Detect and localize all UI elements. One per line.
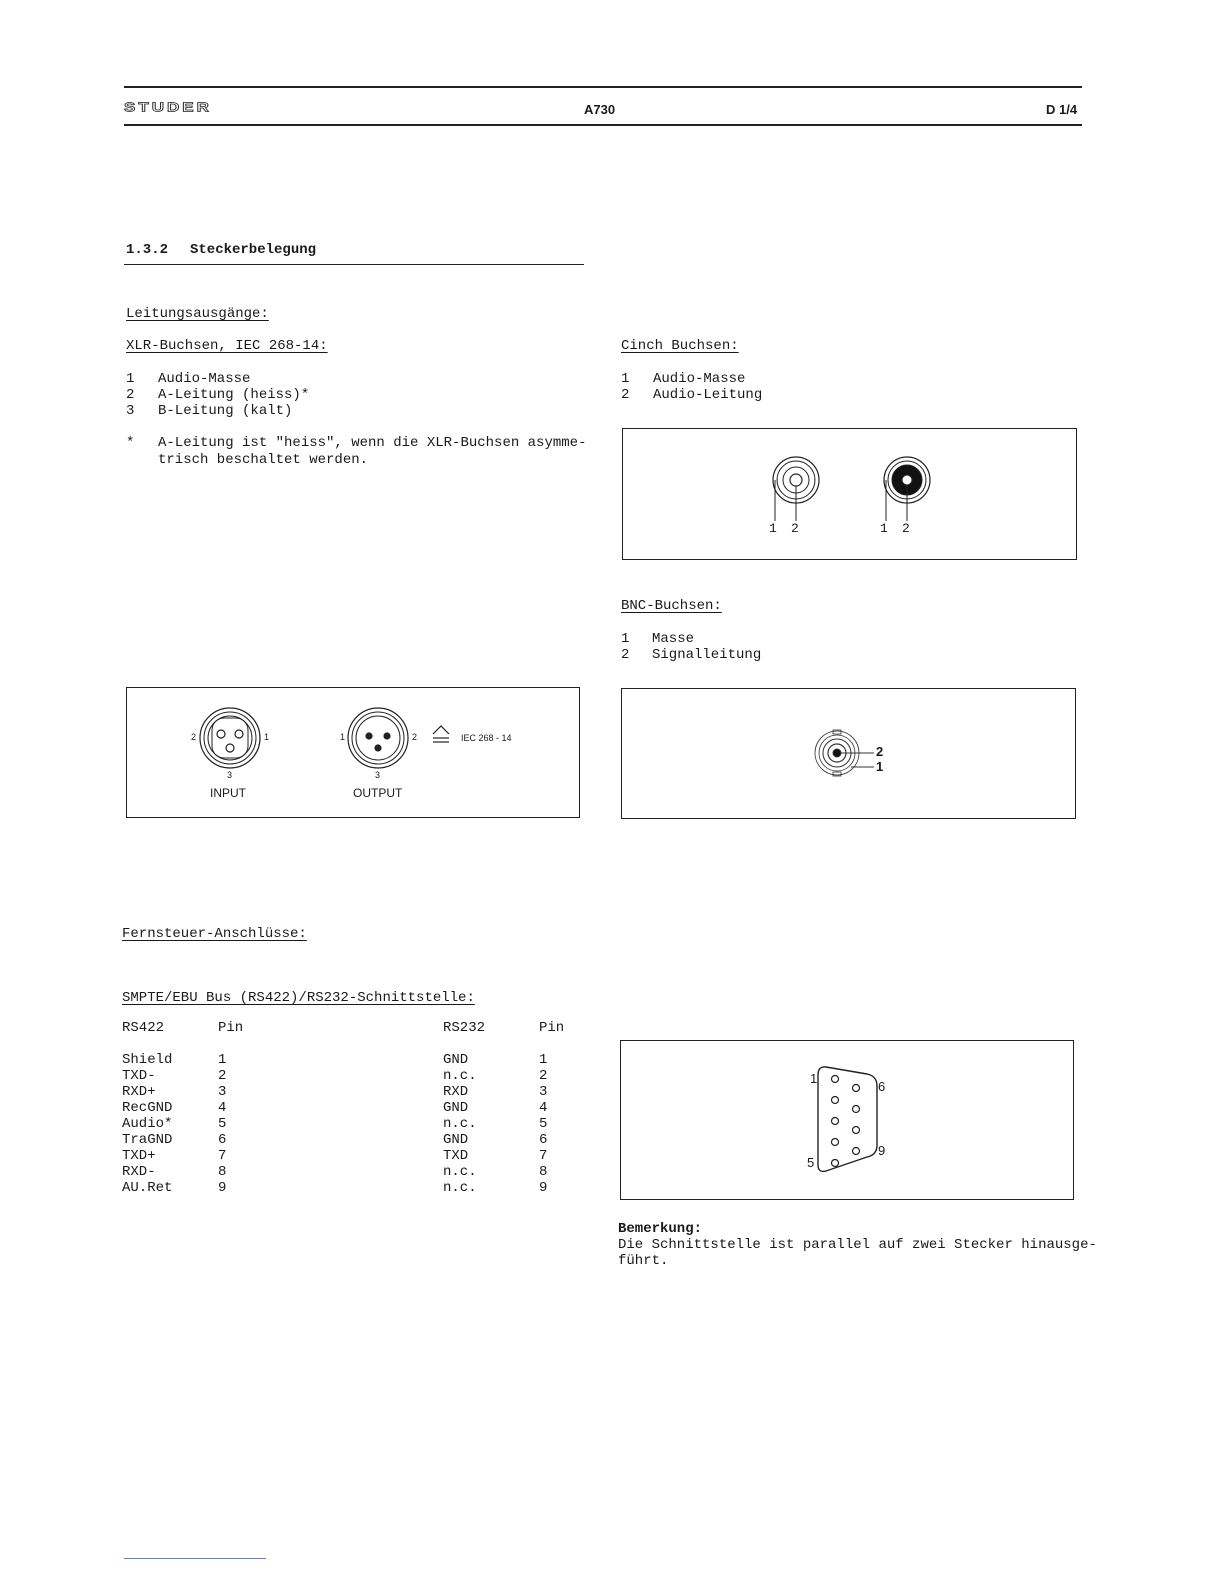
cinch-pin2-a: 2 [791,521,799,536]
table-cell: TraGND [122,1132,173,1148]
xlr-in-pin-bottom: 3 [227,770,233,780]
table-cell: 9 [539,1180,548,1196]
list-item: Audio-Masse [653,371,746,387]
table-cell: GND [443,1052,469,1068]
table-cell: 7 [539,1148,548,1164]
table-cell: TXD- [122,1068,156,1084]
xlr-diagram [126,687,580,818]
list-item: 1 [621,631,630,647]
xlr-output-label: OUTPUT [353,786,403,800]
cinch-connector-dark [884,457,930,521]
table-cell: Audio* [122,1116,173,1132]
xlr-heading: XLR-Buchsen, IEC 268-14: [126,338,328,354]
table-cell: 6 [539,1132,548,1148]
table-cell: 2 [218,1068,227,1084]
table-cell: 2 [539,1068,548,1084]
remote-heading: Fernsteuer-Anschlüsse: [122,926,307,942]
line-outputs-heading: Leitungsausgänge: [126,306,269,322]
equivalence-icon [433,726,449,742]
model-label: A730 [584,102,616,117]
table-cell: n.c. [443,1180,477,1196]
xlr-in-pin-left: 2 [191,732,197,742]
table-cell: 3 [218,1084,227,1100]
list-item: Masse [652,631,695,647]
dsub-diagram [620,1040,1074,1200]
table-cell: RXD [443,1084,469,1100]
cinch-pin2-b: 2 [902,521,910,536]
table-cell: TXD+ [122,1148,156,1164]
xlr-input-label: INPUT [210,786,246,800]
table-cell: RecGND [122,1100,173,1116]
bnc-heading: BNC-Buchsen: [621,598,722,614]
cinch-connector-light [773,457,819,521]
table-cell: 4 [539,1100,548,1116]
interface-heading: SMPTE/EBU Bus (RS422)/RS232-Schnittstelle: [122,990,475,1006]
list-item: 1 [621,371,630,387]
table-cell: RXD- [122,1164,156,1180]
dsub-pin1-label: 1 [810,1071,818,1086]
table-cell: 1 [218,1052,227,1068]
table-cell: 1 [539,1052,548,1068]
table-cell: 5 [539,1116,548,1132]
xlr-note-line2: trisch beschaltet werden. [158,452,369,468]
cinch-heading: Cinch Buchsen: [621,338,739,354]
list-item: 2 [621,647,630,663]
dsub-pin5-label: 5 [807,1155,815,1170]
table-cell: Shield [122,1052,173,1068]
table-header: RS422 [122,1020,165,1036]
cinch-pin1-a: 1 [769,521,777,536]
xlr-out-pin-bottom: 3 [375,770,381,780]
cinch-pin1-b: 1 [880,521,888,536]
cinch-diagram [622,428,1077,560]
bnc-diagram [621,688,1076,819]
list-item: Audio-Leitung [653,387,763,403]
table-cell: GND [443,1100,469,1116]
dsub-pin6-label: 6 [878,1079,886,1094]
list-item: Signalleitung [652,647,762,663]
xlr-note-line1: A-Leitung ist "heiss", wenn die XLR-Buchsen asymme- [158,435,587,451]
dsub-connector-drawing [621,1041,1072,1198]
table-header: Pin [218,1020,244,1036]
footer-rule [124,1558,266,1559]
page-number: D 1/4 [1046,102,1078,117]
table-header: RS232 [443,1020,486,1036]
xlr-standard-label: IEC 268 - 14 [461,733,512,743]
list-item: A-Leitung (heiss)* [158,387,310,403]
xlr-out-pin-left: 1 [340,732,346,742]
list-item: 1 [126,371,135,387]
xlr-input-connector [200,708,260,768]
xlr-out-pin-right: 2 [412,732,418,742]
list-item: Audio-Masse [158,371,251,387]
remark-line1: Die Schnittstelle ist parallel auf zwei Stecker hinausge- [618,1237,1097,1253]
bnc-connector-drawing [622,689,1074,817]
xlr-in-pin-right: 1 [264,732,270,742]
table-cell: 3 [539,1084,548,1100]
table-cell: 9 [218,1180,227,1196]
table-cell: TXD [443,1148,469,1164]
dsub-pin9-label: 9 [878,1143,886,1158]
list-item: 2 [621,387,630,403]
list-item: 2 [126,387,135,403]
cinch-connectors-drawing [623,429,1075,558]
list-item: B-Leitung (kalt) [158,403,293,419]
table-cell: n.c. [443,1116,477,1132]
table-cell: GND [443,1132,469,1148]
section-title: Steckerbelegung [190,242,317,258]
remark-line2: führt. [618,1253,669,1269]
xlr-note-mark: * [126,435,135,451]
table-cell: RXD+ [122,1084,156,1100]
table-cell: 8 [218,1164,227,1180]
header-bottom-rule [124,124,1082,126]
table-header: Pin [539,1020,565,1036]
table-cell: n.c. [443,1164,477,1180]
table-cell: 8 [539,1164,548,1180]
table-cell: n.c. [443,1068,477,1084]
brand-logo: STUDER [124,100,212,115]
xlr-output-connector [348,708,408,768]
table-cell: 5 [218,1116,227,1132]
table-cell: 6 [218,1132,227,1148]
table-cell: AU.Ret [122,1180,173,1196]
section-number: 1.3.2 [126,242,169,258]
table-cell: 4 [218,1100,227,1116]
section-rule [124,264,584,265]
bnc-pin2-label: 2 [876,744,884,759]
table-cell: 7 [218,1148,227,1164]
bnc-pin1-label: 1 [876,759,884,774]
remark-title: Bemerkung: [618,1221,703,1237]
list-item: 3 [126,403,135,419]
header-top-rule [124,86,1082,88]
